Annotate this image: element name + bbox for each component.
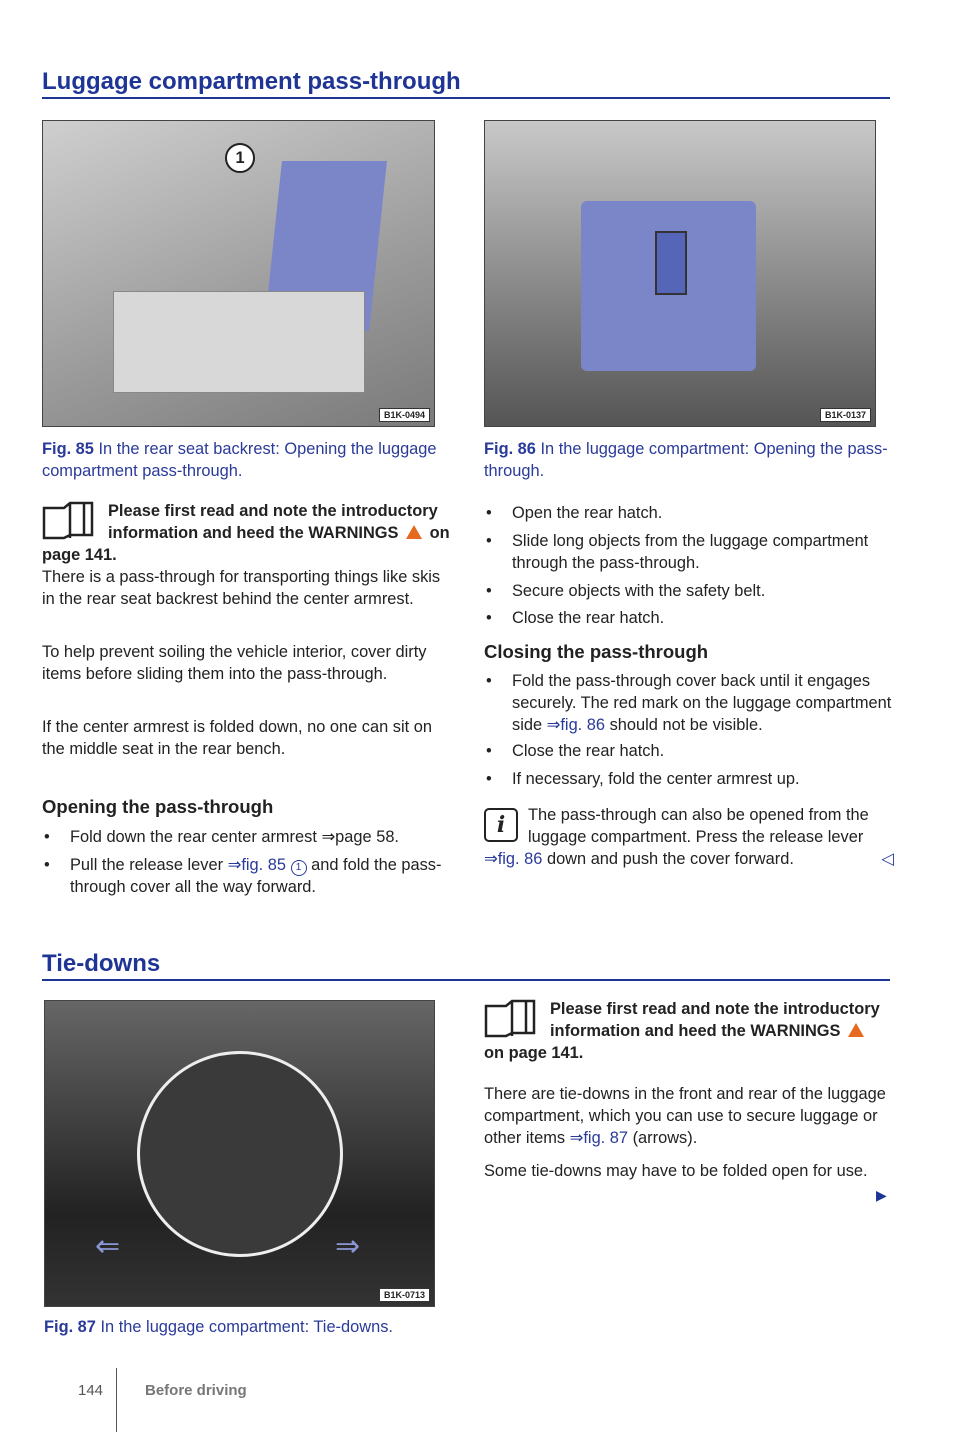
paragraph: To help prevent soiling the vehicle interior, cover dirty items before sliding them into the pass-through. [42,643,427,683]
warning-icon [848,1023,864,1037]
figure-86-caption [484,438,894,482]
continue-arrow-icon: ▶ [876,1187,887,1203]
paragraph: If the center armrest is folded down, no one can sit on the middle seat in the rear bench. [42,718,432,758]
caption-text: In the luggage compartment: Tie-downs. [100,1318,393,1336]
paragraph-text: (arrows). [632,1129,698,1147]
figure-code: B1K-0137 [820,408,871,422]
paragraph [484,1083,894,1149]
book-icon [42,500,96,540]
arrow-left-icon: ⇐ [95,1230,121,1263]
figure-87-image [44,1000,435,1307]
subheading: Closing the pass-through [484,641,709,662]
list-item: • Secure objects with the safety belt. [486,580,917,602]
figure-label: Fig. 85 [42,440,94,458]
figure-link[interactable]: ⇒fig. 86 [484,850,543,868]
magnified-detail [137,1051,343,1257]
paragraph: Some tie-downs may have to be folded open for use. [484,1162,868,1180]
figure-code: B1K-0713 [379,1288,430,1302]
list-item: • Close the rear hatch. [486,740,917,762]
caption-text: In the rear seat backrest: Opening the luggage compartment pass-through. [42,440,437,480]
end-marker: ◁ [881,850,894,868]
figure-86-image [484,120,876,427]
figure-link[interactable]: ⇒fig. 85 [227,856,287,874]
list-item [44,854,470,898]
footer-divider [116,1368,117,1432]
info-icon: i [484,808,518,842]
callout-1: 1 [291,860,307,876]
read-note [484,998,889,1064]
figure-label: Fig. 87 [44,1318,96,1336]
read-note [42,500,452,566]
callout-1: 1 [225,143,255,173]
subheading: Opening the pass-through [42,796,274,817]
info-note [484,804,894,870]
list-item [486,670,917,736]
figure-85-image [42,120,435,427]
note-page: on page 141. [484,1044,584,1062]
item-text: should not be visible. [609,716,763,734]
item-text: Fold the pass-through cover back until it engages securely. The red mark on the luggage compartment side [512,672,892,734]
divider [42,97,890,99]
list-item: • Slide long objects from the luggage compartment through the pass-through. [486,530,917,574]
note-text: Please first read and note the introductory information and heed the WARNINGS [550,1000,880,1040]
figure-85-caption [42,438,452,482]
figure-87-caption [44,1316,454,1338]
figure-code: B1K-0494 [379,408,430,422]
figure-link[interactable]: ⇒fig. 87 [569,1129,629,1147]
info-text: down and push the cover forward. [546,850,794,868]
warning-icon [406,525,422,539]
book-icon [484,998,538,1038]
page-number: 144 [78,1382,104,1399]
list-item: • Close the rear hatch. [486,607,917,629]
list-item: • If necessary, fold the center armrest up. [486,768,917,790]
figure-label: Fig. 86 [484,440,536,458]
section-title: Tie-downs [42,950,161,977]
paragraph-text: There are tie-downs in the front and rear of the luggage compartment, which you can use to secure luggage or other items [484,1085,886,1147]
arrow-right-icon: ⇒ [335,1230,361,1263]
note-page: on page 141. [42,524,450,564]
item-text: Pull the release lever [70,856,224,874]
page-link[interactable]: ⇒page 58. [321,828,399,846]
divider [42,979,890,981]
note-text: Please first read and note the introductory information and heed the WARNINGS [108,502,438,542]
item-text: and fold the pass-through cover all the way forward. [70,856,442,896]
chapter-name: Before driving [145,1382,247,1399]
section-title: Luggage compartment pass-through [42,68,461,95]
list-item [44,826,470,848]
figure-link[interactable]: ⇒fig. 86 [546,716,606,734]
paragraph: There is a pass-through for transporting things like skis in the rear seat backrest behind the center armrest. [42,568,441,608]
list-item: • Open the rear hatch. [486,502,917,524]
armrest [113,291,365,393]
caption-text: In the luggage compartment: Opening the pass-through. [484,440,888,480]
release-lever [655,231,687,295]
info-text: The pass-through can also be opened from the luggage compartment. Press the release lever [528,806,869,846]
item-text: Fold down the rear center armrest [70,828,317,846]
